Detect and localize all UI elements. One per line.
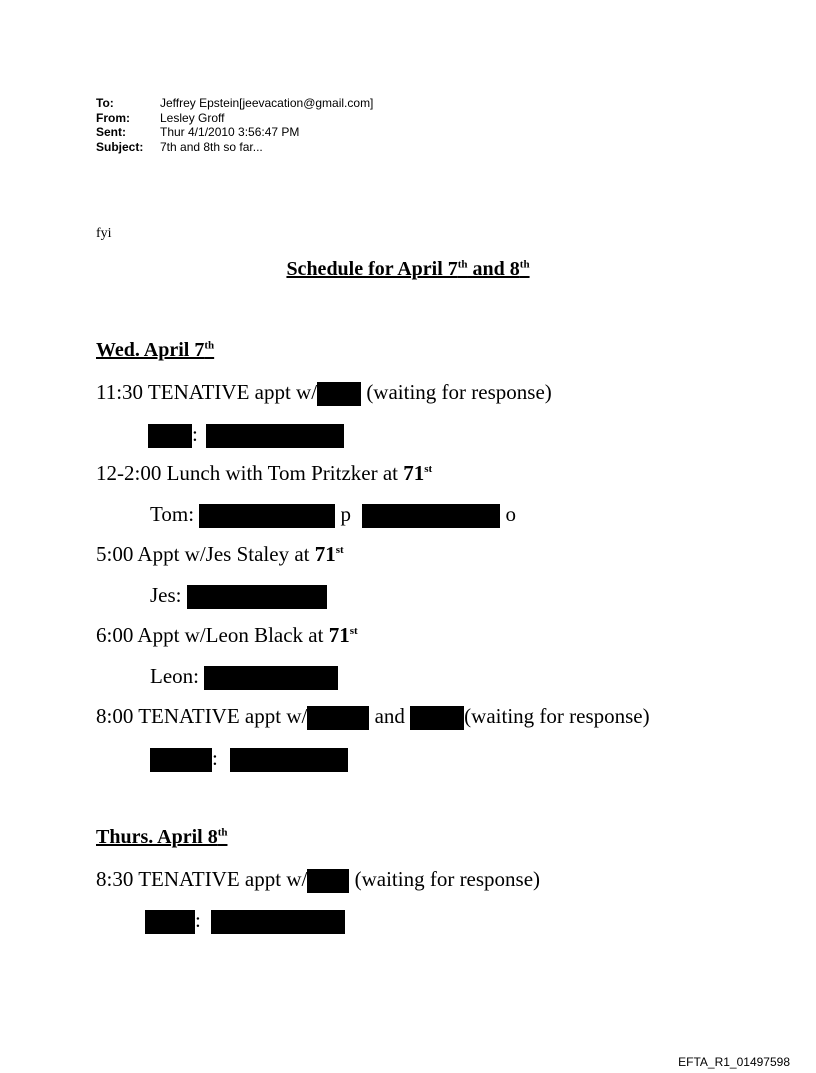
leon-label: Leon:: [150, 664, 205, 688]
title-part-b: and 8: [467, 258, 520, 280]
day1-heading: [96, 339, 214, 362]
from-label: From:: [96, 110, 130, 125]
redaction-block: [145, 910, 195, 934]
day1-appt-5: [96, 704, 650, 730]
redaction-block: [204, 666, 338, 690]
day1-appt-2-bold: 71: [403, 461, 425, 485]
day1-appt-2-sup: st: [424, 463, 433, 475]
from-row: [96, 111, 373, 126]
day1-appt-4-contact: [150, 664, 338, 690]
day1-appt-4-bold: 71: [328, 623, 350, 647]
day2-appt-1-contact: [145, 908, 345, 934]
day2-heading-sup: th: [217, 826, 228, 839]
schedule-title: [0, 258, 816, 281]
day1-appt-3-text: 5:00 Appt w/Jes Staley at: [96, 542, 315, 566]
day1-appt-5-colon: :: [212, 746, 218, 770]
day2-appt-1-colon: :: [195, 908, 201, 932]
redaction-block: [199, 504, 335, 528]
redaction-block: [187, 585, 327, 609]
from-value: Lesley Groff: [160, 110, 225, 125]
day1-appt-4: [96, 623, 358, 647]
day1-appt-4-sup: st: [349, 625, 358, 637]
day2-heading-text: Thurs. April 8: [96, 826, 218, 848]
sent-row: [96, 125, 373, 140]
day1-appt-2-contact: [150, 502, 516, 528]
day1-appt-3: [96, 542, 344, 566]
tom-label: Tom:: [150, 502, 200, 526]
to-row: [96, 96, 373, 111]
day1-appt-2: [96, 461, 432, 485]
redaction-block: [307, 869, 349, 893]
sent-label: Sent:: [96, 125, 126, 139]
day1-appt-3-sup: st: [335, 544, 344, 556]
redaction-block: [410, 706, 464, 730]
day1-appt-4-text: 6:00 Appt w/Leon Black at: [96, 623, 329, 647]
email-header: [96, 96, 373, 154]
day1-appt-5-and: and: [369, 704, 411, 728]
day1-appt-3-contact: [150, 583, 327, 609]
day1-appt-1: [96, 380, 552, 406]
day2-heading: [96, 826, 227, 849]
day1-appt-1-tail: (waiting for response): [361, 380, 552, 404]
day1-appt-2-text: 12-2:00 Lunch with Tom Pritzker at: [96, 461, 404, 485]
day1-appt-5-contact: [150, 746, 348, 772]
subject-value: 7th and 8th so far...: [160, 139, 263, 154]
redaction-block: [230, 748, 348, 772]
redaction-block: [307, 706, 369, 730]
redaction-block: [206, 424, 344, 448]
tom-o: o: [500, 502, 517, 526]
fyi-text: fyi: [96, 226, 112, 241]
subject-label: Subject:: [96, 139, 144, 154]
redaction-block: [211, 910, 345, 934]
day1-appt-5-tail: (waiting for response): [464, 704, 650, 728]
redaction-block: [317, 382, 361, 406]
day1-heading-sup: th: [204, 339, 215, 352]
day1-appt-3-bold: 71: [314, 542, 336, 566]
document-id: EFTA_R1_01497598: [678, 1055, 790, 1069]
title-part-a: Schedule for April 7: [286, 258, 458, 280]
sent-value: Thur 4/1/2010 3:56:47 PM: [160, 125, 300, 139]
title-sup-1: th: [457, 258, 468, 271]
to-value: Jeffrey Epstein[jeevacation@gmail.com]: [160, 96, 374, 110]
tom-p: p: [335, 502, 357, 526]
title-sup-2: th: [519, 258, 530, 271]
redaction-block: [148, 424, 192, 448]
redaction-block: [362, 504, 500, 528]
subject-row: [96, 140, 373, 155]
day1-appt-5-text: 8:00 TENATIVE appt w/: [96, 704, 308, 728]
day1-heading-text: Wed. April 7: [96, 339, 205, 361]
day1-appt-1-contact: [148, 422, 344, 448]
day2-appt-1-tail: (waiting for response): [349, 867, 541, 891]
redaction-block: [150, 748, 212, 772]
day1-appt-1-colon: :: [192, 422, 198, 446]
day1-appt-1-text: 11:30 TENATIVE appt w/: [96, 380, 318, 404]
day2-appt-1: [96, 867, 540, 893]
jes-label: Jes:: [150, 583, 187, 607]
to-label: To:: [96, 96, 114, 110]
day2-appt-1-text: 8:30 TENATIVE appt w/: [96, 867, 308, 891]
